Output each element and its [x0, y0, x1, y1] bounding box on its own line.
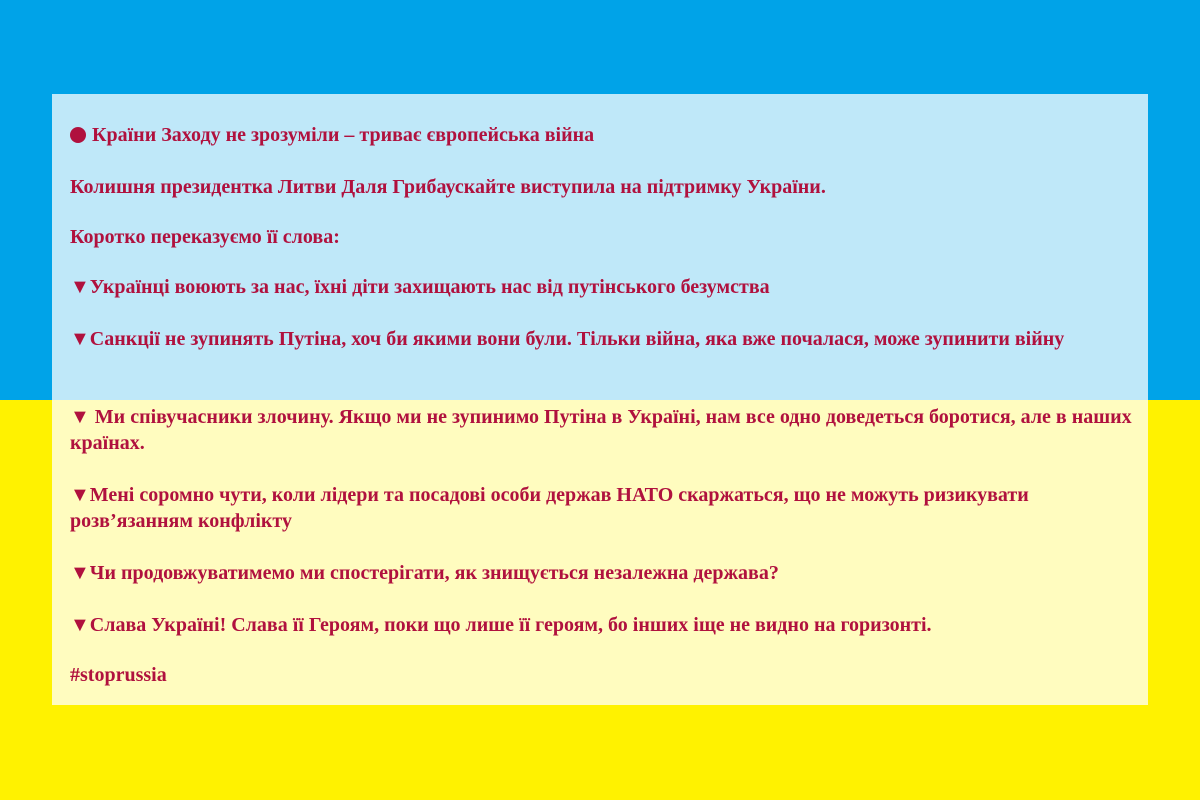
point-item: ▼Чи продовжуватимемо ми спостерігати, як знищується незалежна держава? [70, 562, 779, 584]
point-item: ▼Слава Україні! Слава її Героям, поки що лише її героям, бо інших іще не видно на горизонті. [70, 614, 932, 636]
point-item: ▼Українці воюють за нас, їхні діти захищають нас від путінського безумства [70, 276, 770, 298]
headline [70, 122, 1140, 148]
point-item: ▼Санкції не зупинять Путіна, хоч би якими вони були. Тільки війна, яка вже почалася, може зупинити війну [70, 328, 1065, 350]
lead-text: Коротко переказуємо її слова: [70, 226, 340, 248]
hashtag: #stoprussia [70, 664, 167, 686]
point-item: ▼Мені соромно чути, коли лідери та посадові особи держав НАТО скаржаться, що не можуть ризикувати розв’язанням конфлікту [70, 484, 1029, 532]
point-item: ▼ Ми співучасники злочину. Якщо ми не зупинимо Путіна в Україні, нам все одно доведеться боротися, але в наших країнах. [70, 406, 1132, 454]
bullet-dot-icon [70, 127, 86, 143]
headline-text: Країни Заходу не зрозуміли – триває європейська війна [92, 124, 595, 146]
intro-text: Колишня президентка Литви Даля Грибаускайте виступила на підтримку України. [70, 176, 826, 198]
